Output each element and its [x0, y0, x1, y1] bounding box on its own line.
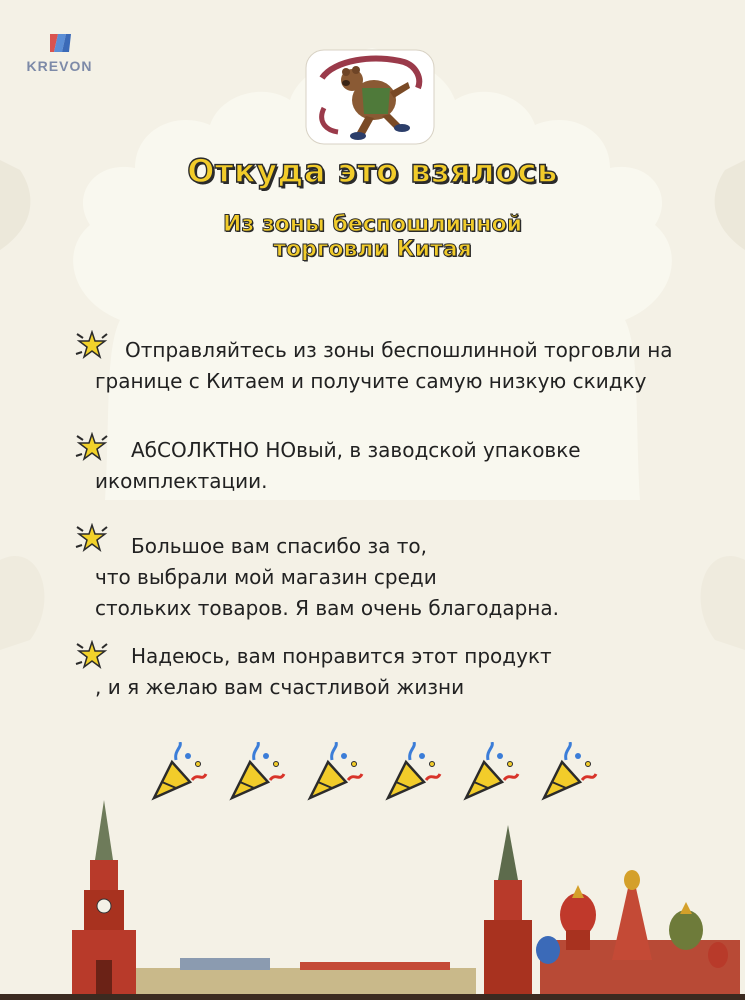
bullet-line: что выбрали мой магазин среди [95, 565, 437, 589]
subtitle-line: торговли Китая [273, 237, 472, 262]
bullet-line: Отправляйтесь из зоны беспошлинной торговли на [125, 338, 673, 362]
bullet-line: Надеюсь, вам понравится этот продукт [131, 644, 552, 668]
bullet-item [95, 335, 673, 397]
kremlin-skyline-illustration [0, 790, 745, 1000]
bullet-item [95, 641, 552, 703]
running-bear-emblem-icon [304, 48, 436, 146]
brand-logo [22, 30, 97, 74]
page-subtitle [0, 212, 745, 262]
spasskaya-tower-icon [72, 800, 136, 1000]
bullet-line: АбСОЛКТНО НОвый, в заводской упаковке [131, 438, 581, 462]
krevon-logo-icon [47, 30, 73, 56]
page-title: Откуда это взялось [187, 152, 558, 190]
bullet-line: Большое вам спасибо за то, [131, 534, 427, 558]
subtitle-line: Из зоны беспошлинной [223, 212, 522, 237]
bullet-line: стольких товаров. Я вам очень благодарна. [95, 596, 559, 620]
st-basil-cathedral-icon [536, 870, 740, 1000]
bullet-item [95, 435, 581, 497]
bullet-line: границе с Китаем и получите самую низкую скидку [95, 369, 647, 393]
bullet-line: , и я желаю вам счастливой жизни [95, 675, 465, 699]
bullet-item [95, 531, 559, 624]
bullet-line: икомплектации. [95, 469, 268, 493]
kremlin-tower-icon [484, 825, 532, 1000]
logo-text: KREVON [26, 58, 93, 74]
